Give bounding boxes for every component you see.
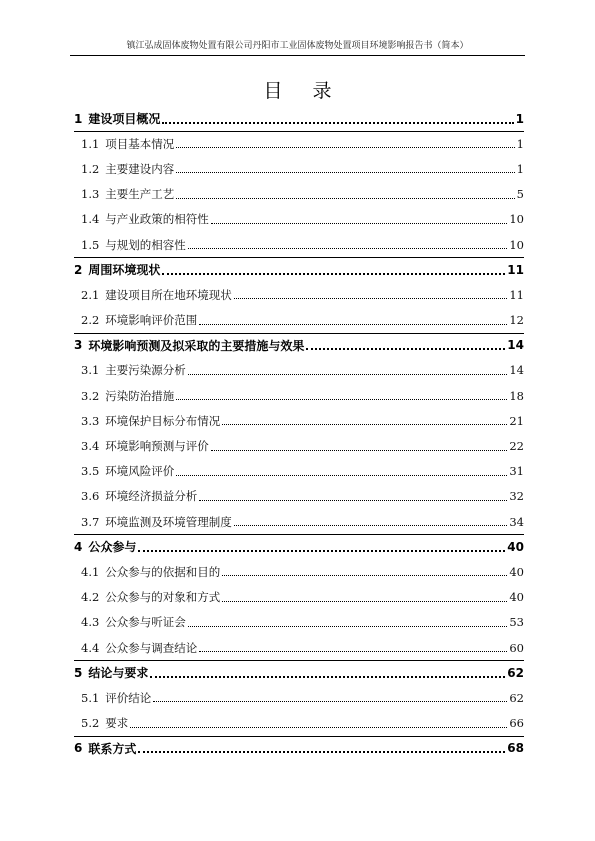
toc-entry-number: 1.3 <box>81 187 100 202</box>
toc-entry-4[interactable] <box>74 534 524 559</box>
toc-entry-page: 1 <box>516 161 524 176</box>
toc-entry-page: 21 <box>509 413 524 428</box>
dot-leader <box>199 324 507 325</box>
dot-leader <box>153 701 507 702</box>
toc-entry-5-1[interactable] <box>74 685 524 710</box>
toc-entry-title: 公众参与的对象和方式 <box>105 590 221 605</box>
toc-entry-number: 3.2 <box>81 388 100 403</box>
toc-entry-number: 4.4 <box>81 640 100 655</box>
toc-entry-6[interactable] <box>74 736 524 761</box>
dot-leader <box>234 525 508 526</box>
dot-leader <box>222 601 507 602</box>
table-of-contents <box>74 106 524 761</box>
dot-leader <box>162 273 505 275</box>
toc-entry-page: 53 <box>509 615 524 630</box>
toc-entry-number: 3.3 <box>81 413 100 428</box>
toc-entry-page: 11 <box>509 287 524 302</box>
toc-entry-3-3[interactable] <box>74 408 524 433</box>
toc-entry-title: 建设项目所在地环境现状 <box>105 287 232 302</box>
toc-entry-title: 建设项目概况 <box>88 112 161 127</box>
dot-leader <box>176 147 514 148</box>
toc-entry-page: 68 <box>507 741 524 756</box>
toc-entry-page: 18 <box>509 388 524 403</box>
toc-entry-page: 11 <box>507 262 524 277</box>
toc-entry-3-6[interactable] <box>74 484 524 509</box>
toc-entry-3-7[interactable] <box>74 509 524 534</box>
toc-entry-1-2[interactable] <box>74 156 524 181</box>
toc-entry-number: 3.5 <box>81 464 100 479</box>
toc-entry-title: 联系方式 <box>88 741 137 756</box>
toc-entry-title: 公众参与的依据和目的 <box>105 564 221 579</box>
toc-entry-number: 3 <box>74 338 83 353</box>
toc-entry-title: 与规划的相容性 <box>105 237 186 252</box>
section-separator-line <box>74 736 524 737</box>
toc-entry-2[interactable] <box>74 257 524 282</box>
dot-leader <box>138 550 505 552</box>
toc-entry-1-3[interactable] <box>74 182 524 207</box>
toc-entry-4-3[interactable] <box>74 610 524 635</box>
toc-entry-3-5[interactable] <box>74 459 524 484</box>
toc-entry-title: 项目基本情况 <box>105 136 175 151</box>
toc-entry-title: 环境影响预测及拟采取的主要措施与效果 <box>88 338 305 353</box>
toc-entry-number: 2 <box>74 262 83 277</box>
toc-entry-title: 公众参与调查结论 <box>105 640 198 655</box>
toc-entry-page: 40 <box>507 539 524 554</box>
dot-leader <box>176 475 507 476</box>
toc-entry-page: 40 <box>509 590 524 605</box>
toc-entry-title: 周围环境现状 <box>88 263 161 278</box>
toc-entry-number: 1.1 <box>81 136 100 151</box>
toc-entry-page: 1 <box>515 111 524 126</box>
toc-entry-number: 3.7 <box>81 514 100 529</box>
toc-entry-title: 公众参与 <box>88 540 137 555</box>
toc-entry-page: 10 <box>509 237 524 252</box>
toc-entry-page: 22 <box>509 439 524 454</box>
toc-entry-title: 环境影响预测与评价 <box>105 439 209 454</box>
dot-leader <box>188 626 508 627</box>
toc-entry-title: 主要生产工艺 <box>105 187 175 202</box>
dot-leader <box>199 651 507 652</box>
toc-entry-number: 1.5 <box>81 237 100 252</box>
toc-entry-3-4[interactable] <box>74 433 524 458</box>
toc-entry-page: 34 <box>509 514 524 529</box>
toc-entry-number: 3.6 <box>81 489 100 504</box>
toc-entry-1-4[interactable] <box>74 207 524 232</box>
dot-leader <box>222 575 507 576</box>
dot-leader <box>176 198 514 199</box>
toc-entry-page: 1 <box>516 136 524 151</box>
toc-entry-number: 1.2 <box>81 161 100 176</box>
toc-entry-title: 污染防治措施 <box>105 388 175 403</box>
toc-entry-3-1[interactable] <box>74 358 524 383</box>
toc-entry-number: 4.1 <box>81 564 100 579</box>
dot-leader <box>234 298 508 299</box>
dot-leader <box>306 348 505 350</box>
toc-entry-number: 2.2 <box>81 313 100 328</box>
toc-entry-number: 5.2 <box>81 716 100 731</box>
toc-entry-page: 62 <box>507 665 524 680</box>
toc-entry-page: 10 <box>509 212 524 227</box>
toc-entry-3[interactable] <box>74 333 524 358</box>
toc-entry-number: 3.4 <box>81 439 100 454</box>
toc-entry-number: 4.2 <box>81 590 100 605</box>
toc-entry-4-1[interactable] <box>74 559 524 584</box>
toc-entry-number: 2.1 <box>81 287 100 302</box>
toc-entry-4-2[interactable] <box>74 585 524 610</box>
dot-leader <box>150 676 505 678</box>
toc-entry-5[interactable] <box>74 660 524 685</box>
toc-entry-number: 5.1 <box>81 690 100 705</box>
dot-leader <box>130 727 507 728</box>
section-separator-line <box>74 257 524 258</box>
section-separator-line <box>74 660 524 661</box>
toc-entry-2-2[interactable] <box>74 308 524 333</box>
dot-leader <box>211 223 508 224</box>
toc-entry-title: 环境经济损益分析 <box>105 489 198 504</box>
header-divider <box>70 55 525 56</box>
section-separator-line <box>74 534 524 535</box>
toc-entry-title: 结论与要求 <box>88 666 149 681</box>
toc-entry-1[interactable] <box>74 106 524 131</box>
toc-entry-page: 5 <box>516 187 524 202</box>
toc-entry-number: 4 <box>74 539 83 554</box>
toc-entry-number: 6 <box>74 741 83 756</box>
dot-leader <box>199 500 507 501</box>
dot-leader <box>162 122 513 124</box>
section-separator-line <box>74 131 524 132</box>
toc-entry-title: 环境监测及环境管理制度 <box>105 514 232 529</box>
toc-entry-page: 60 <box>509 640 524 655</box>
toc-entry-title: 与产业政策的相符性 <box>105 212 209 227</box>
toc-entry-page: 14 <box>507 338 524 353</box>
dot-leader <box>138 751 505 753</box>
dot-leader <box>188 374 508 375</box>
toc-entry-page: 14 <box>509 363 524 378</box>
toc-entry-title: 主要污染源分析 <box>105 363 186 378</box>
dot-leader <box>176 172 514 173</box>
toc-title: 目 录 <box>263 80 344 102</box>
toc-entry-title: 评价结论 <box>105 690 152 705</box>
toc-entry-page: 12 <box>509 313 524 328</box>
toc-entry-title: 环境风险评价 <box>105 464 175 479</box>
toc-entry-4-4[interactable] <box>74 635 524 660</box>
toc-entry-number: 5 <box>74 665 83 680</box>
dot-leader <box>211 450 508 451</box>
toc-entry-page: 32 <box>509 489 524 504</box>
toc-entry-5-2[interactable] <box>74 711 524 736</box>
toc-entry-title: 公众参与听证会 <box>105 615 186 630</box>
toc-entry-1-1[interactable] <box>74 131 524 156</box>
toc-entry-1-5[interactable] <box>74 232 524 257</box>
toc-entry-page: 40 <box>509 564 524 579</box>
toc-entry-2-1[interactable] <box>74 282 524 307</box>
toc-entry-title: 环境保护目标分布情况 <box>105 413 221 428</box>
running-header: 镇江弘成固体废物处置有限公司丹阳市工业固体废物处置项目环境影响报告书（简本） <box>126 41 469 51</box>
toc-entry-title: 环境影响评价范围 <box>105 313 198 328</box>
dot-leader <box>176 399 507 400</box>
dot-leader <box>188 248 508 249</box>
toc-entry-page: 66 <box>509 716 524 731</box>
dot-leader <box>222 424 507 425</box>
section-separator-line <box>74 333 524 334</box>
toc-entry-title: 主要建设内容 <box>105 161 175 176</box>
toc-entry-number: 1 <box>74 111 83 126</box>
toc-entry-page: 31 <box>509 464 524 479</box>
toc-entry-page: 62 <box>509 690 524 705</box>
toc-entry-number: 4.3 <box>81 615 100 630</box>
toc-entry-3-2[interactable] <box>74 383 524 408</box>
toc-entry-title: 要求 <box>105 716 129 731</box>
toc-entry-number: 3.1 <box>81 363 100 378</box>
toc-entry-number: 1.4 <box>81 212 100 227</box>
